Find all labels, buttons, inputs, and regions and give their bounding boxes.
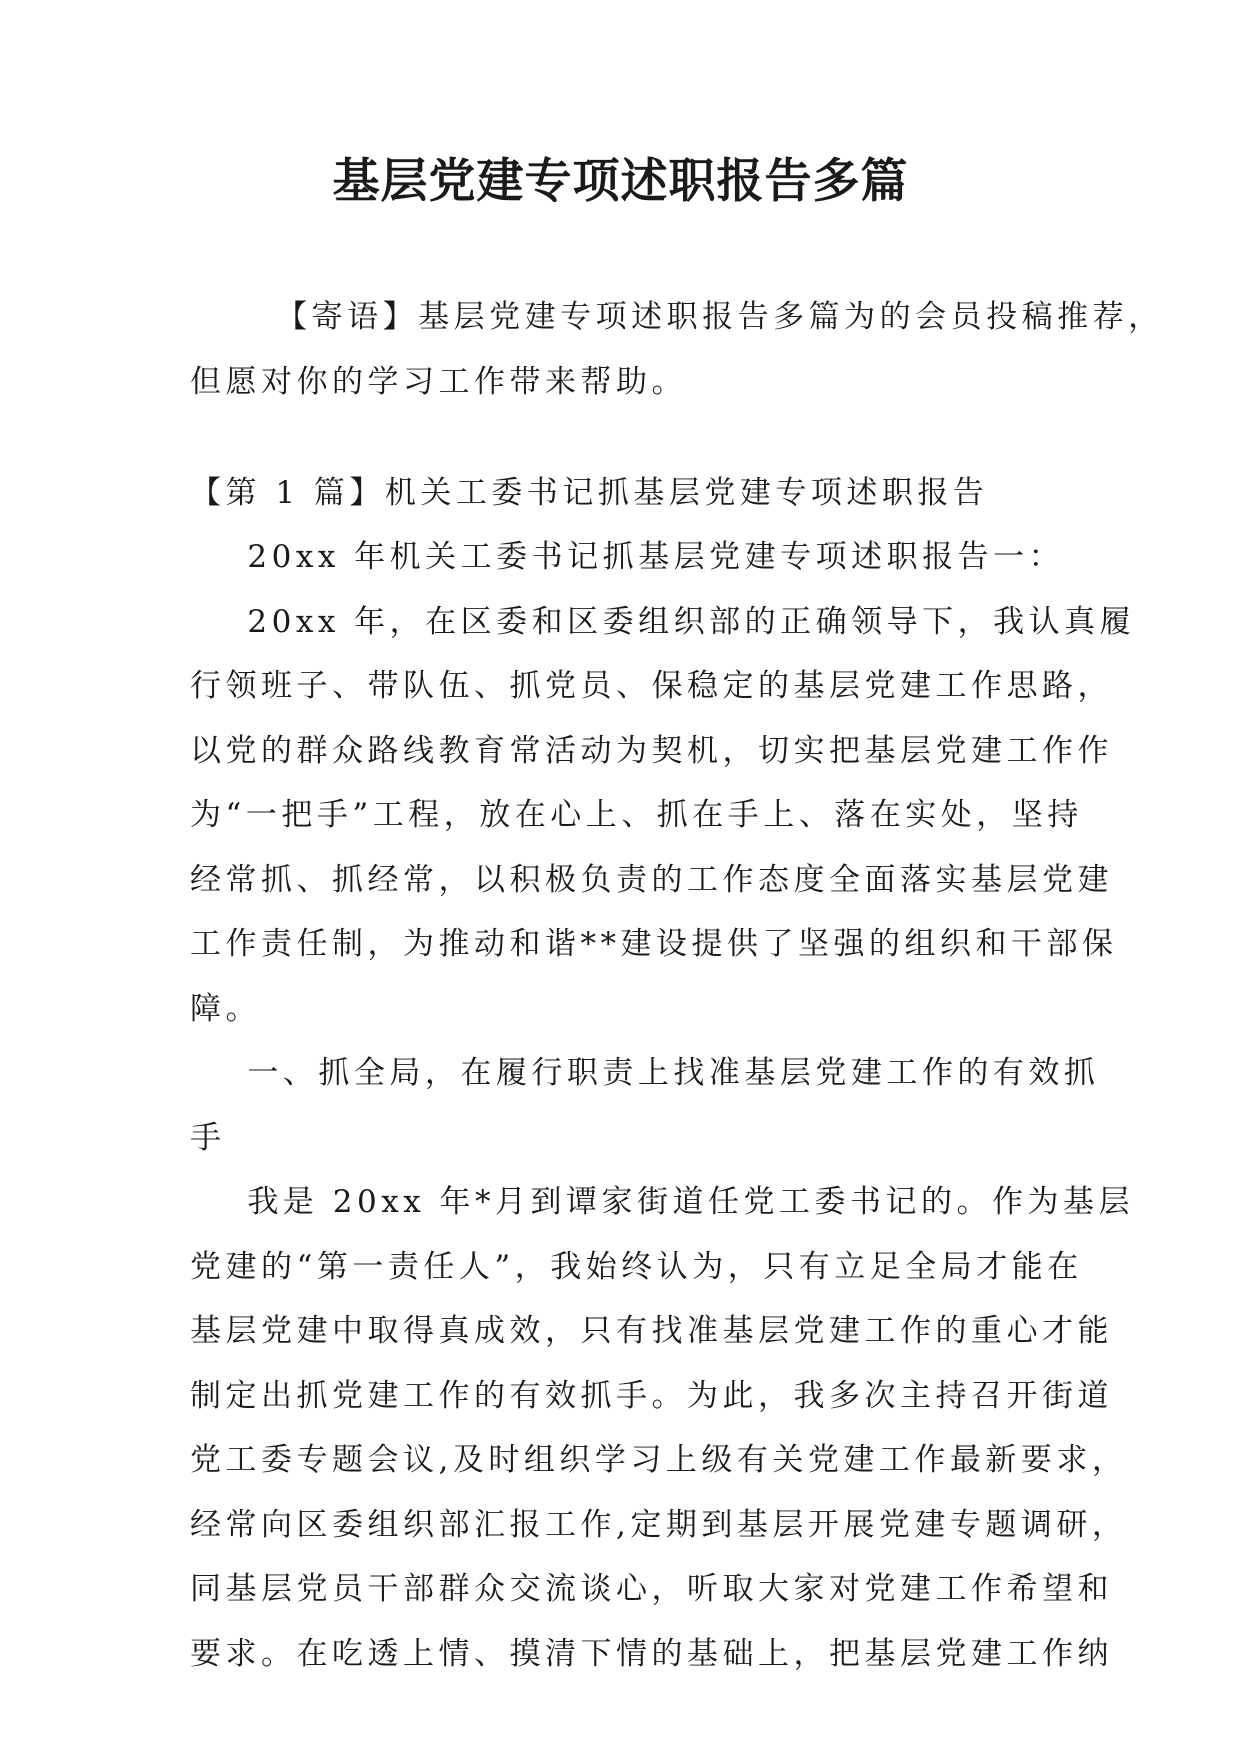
preface-paragraph: 【寄语】基层党建专项述职报告多篇为的会员投稿推荐， 但愿对你的学习工作带来帮助。	[190, 299, 1164, 400]
section-heading: 【第 1 篇】机关工委书记抓基层党建专项述职报告	[190, 475, 989, 511]
document-title: 基层党建专项述职报告多篇	[332, 154, 909, 209]
body-text: 20xx 年机关工委书记抓基层党建专项述职报告一： 20xx 年，在区委和区委组织部的正确领导下，我认真履 行领班子、带队伍、抓党员、保稳定的基层党建工作思路， 以党的群众路线教育常活动为契机，切实把基层党建工作作 为“一把手”工程，放在心上、抓在手上、落在实处，坚持 经常抓、抓经常，以积极负责的工作态度全面落实基层党建 工作责任制，为推动和谐**建设提供了坚强的组织和干部保 障。 一、抓全局，在履行职责上找准基层党建工作的有效抓 手 我是 20xx 年*月到谭家街道任党工委书记的。作为基层 党建的“第一责任人”，我始终认为，只有立足全局才能在 基层党建中取得真成效，只有找准基层党建工作的重心才能 制定出抓党建工作的有效抓手。为此，我多次主持召开街道 党工委专题会议,及时组织学习上级有关党建工作最新要求， 经常向区委组织部汇报工作,定期到基层开展党建专题调研， 同基层党员干部群众交流谈心，听取大家对党建工作希望和 要求。在吃透上情、摸清下情的基础上，把基层党建工作纳	[190, 539, 1136, 1672]
